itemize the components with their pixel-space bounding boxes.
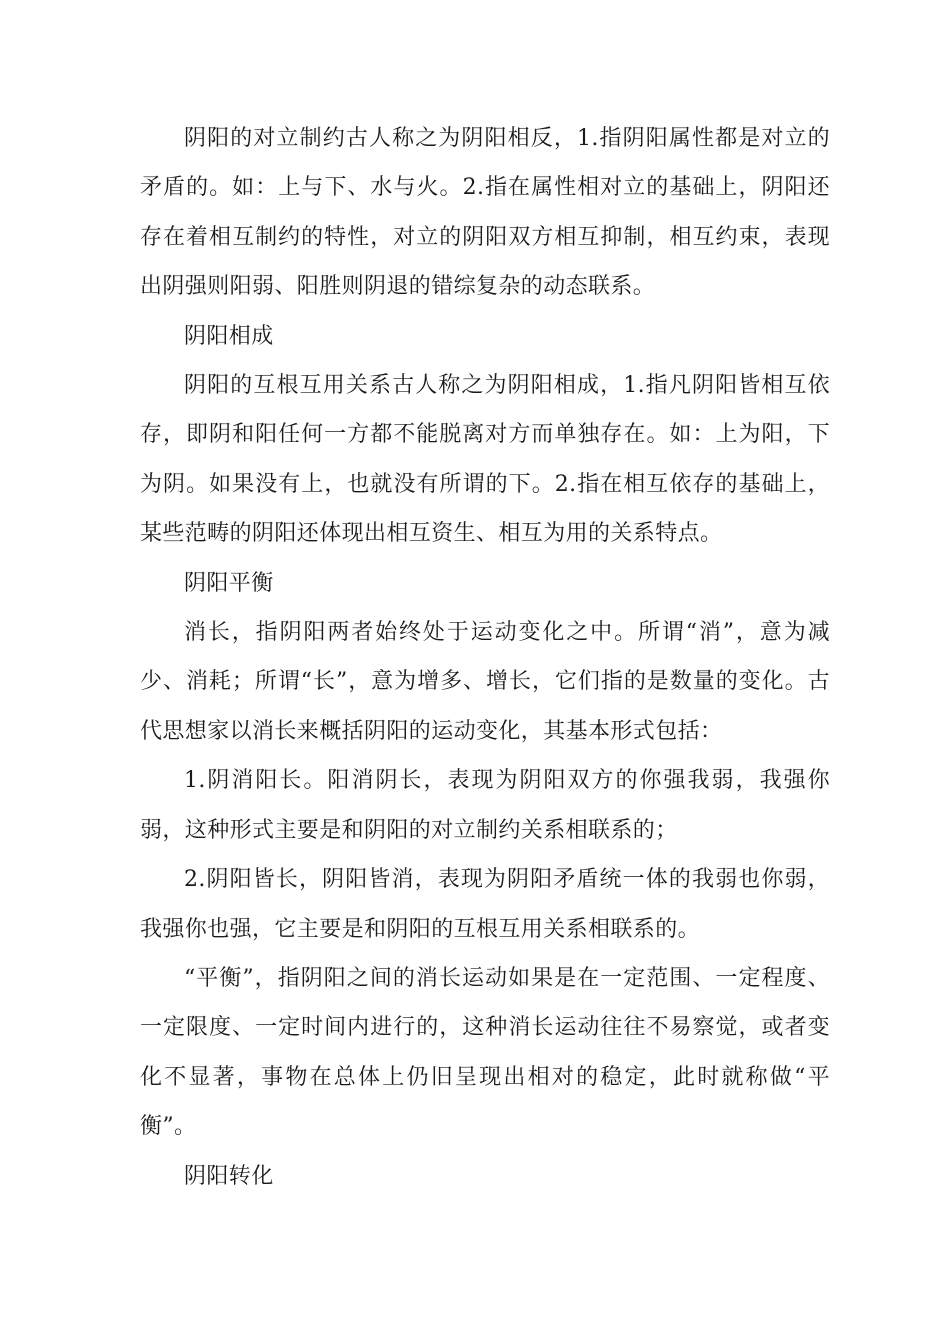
document-body	[140, 114, 830, 1201]
list-item-2: 2.阴阳皆长，阴阳皆消，表现为阴阳矛盾统一体的我弱也你弱，我强你也强，它主要是和阴阳的互根互用关系相联系的。	[140, 867, 830, 942]
section-heading-yin-yang-xiangcheng: 阴阳相成	[184, 323, 274, 349]
paragraph-balance-definition: “平衡”，指阴阳之间的消长运动如果是在一定范围、一定程度、一定限度、一定时间内进行的，这种消长运动往往不易察觉，或者变化不显著，事物在总体上仍旧呈现出相对的稳定，此时就称做“平衡”。	[140, 965, 830, 1140]
list-item-1: 1.阴消阳长。阳消阴长，表现为阴阳双方的你强我弱，我强你弱，这种形式主要是和阴阳的对立制约关系相联系的；	[140, 768, 830, 843]
section-heading-yin-yang-transformation: 阴阳转化	[184, 1163, 274, 1189]
paragraph-yin-yang-interdependence: 阴阳的互根互用关系古人称之为阴阳相成，1.指凡阴阳皆相互依存，即阴和阳任何一方都不能脱离对方而单独存在。如：上为阳，下为阴。如果没有上，也就没有所谓的下。2.指在相互依存的基础上，某些范畴的阴阳还体现出相互资生、相互为用的关系特点。	[140, 373, 830, 547]
paragraph-waxing-waning: 消长，指阴阳两者始终处于运动变化之中。所谓“消”，意为减少、消耗；所谓“长”，意为增多、增长，它们指的是数量的变化。古代思想家以消长来概括阴阳的运动变化，其基本形式包括：	[140, 620, 830, 744]
section-heading-yin-yang-balance: 阴阳平衡	[184, 570, 274, 596]
paragraph-yin-yang-opposition: 阴阳的对立制约古人称之为阴阳相反，1.指阴阳属性都是对立的矛盾的。如：上与下、水与火。2.指在属性相对立的基础上，阴阳还存在着相互制约的特性，对立的阴阳双方相互抑制，相互约束，表现出阴强则阳弱、阳胜则阴退的错综复杂的动态联系。	[140, 126, 830, 300]
